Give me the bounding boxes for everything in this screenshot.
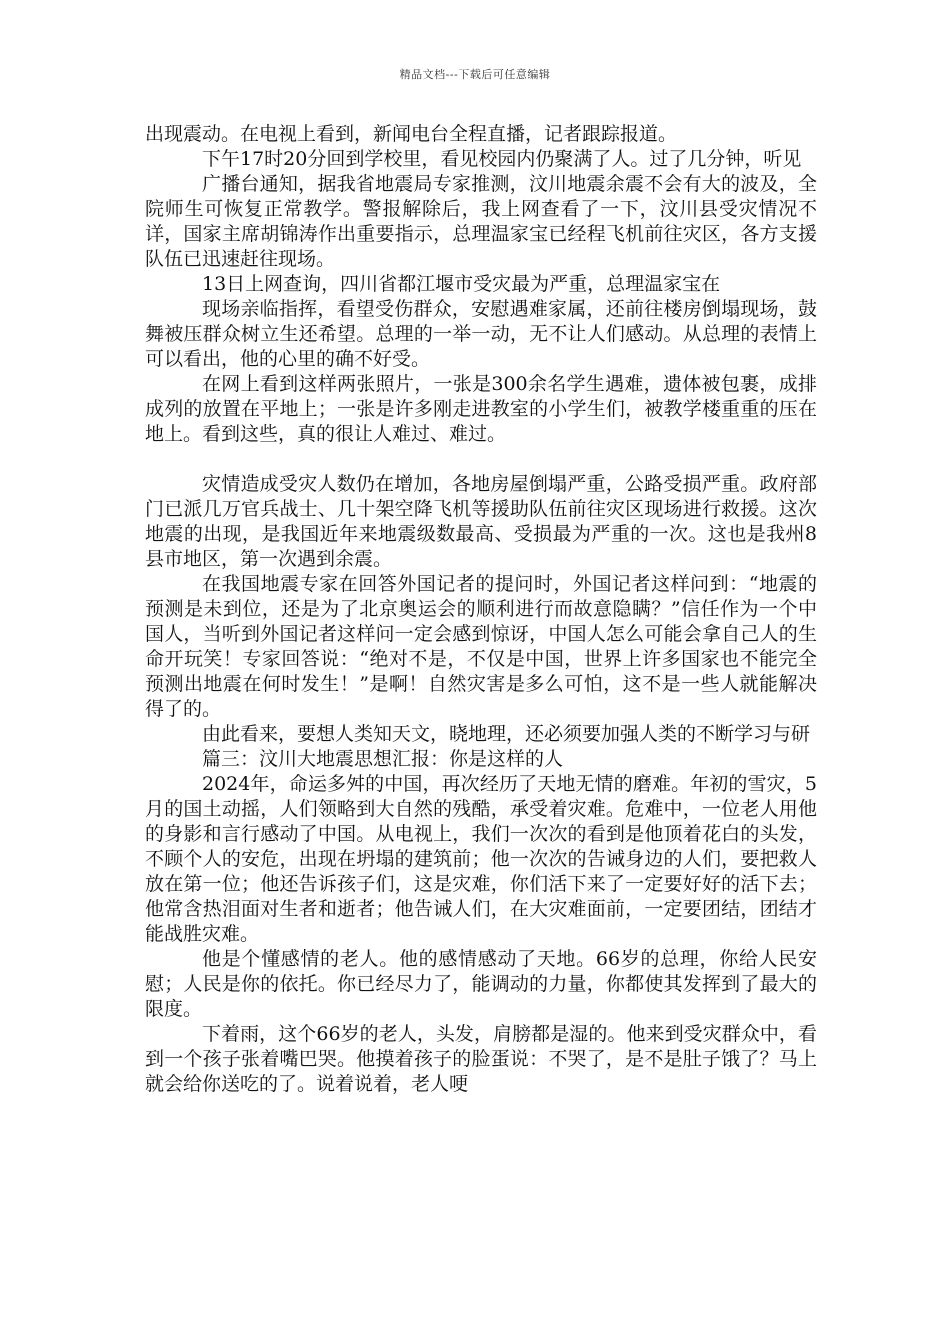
paragraph: 下午17时20分回到学校里，看见校园内仍聚满了人。过了几分钟，听见	[202, 148, 802, 170]
paragraph: 由此看来，要想人类知天文，晓地理，还必须要加强人类的不断学习与研	[202, 723, 811, 745]
paragraph: 广播台通知，据我省地震局专家推测，汶川地震余震不会有大的波及，全院师生可恢复正常教学。警报解除后，我上网查看了一下，汶川县受灾情况不详，国家主席胡锦涛作出重要指示，总理温家宝已经程飞机前往灾区，各方支援队伍已迅速赶往现场。	[145, 173, 817, 270]
paragraph: 2024年，命运多舛的中国，再次经历了天地无情的磨难。年初的雪灾，5月的国土动摇，人们领略到大自然的残酷，承受着灾难。危难中，一位老人用他的身影和言行感动了中国。从电视上，我们一次次的看到是他顶着花白的头发，不顾个人的安危，出现在坍塌的建筑前；他一次次的告诫身边的人们，要把救人放在第一位；他还告诉孩子们，这是灾难，你们活下来了一定要好好的活下去；他常含热泪面对生者和逝者；他告诫人们，在大灾难面前，一定要团结，团结才能战胜灾难。	[145, 773, 817, 945]
paragraph: 出现震动。在电视上看到，新闻电台全程直播，记者跟踪报道。	[145, 123, 678, 145]
section-heading: 篇三：汶川大地震思想汇报：你是这样的人	[202, 748, 564, 770]
document-body	[145, 122, 817, 1097]
paragraph: 现场亲临指挥，看望受伤群众，安慰遇难家属，还前往楼房倒塌现场，鼓舞被压群众树立生还希望。总理的一举一动，无不让人们感动。从总理的表情上可以看出，他的心里的确不好受。	[145, 298, 817, 370]
paragraph: 灾情造成受灾人数仍在增加，各地房屋倒塌严重，公路受损严重。政府部门已派几万官兵战士、几十架空降飞机等援助队伍前往灾区现场进行救援。这次地震的出现，是我国近年来地震级数最高、受损最为严重的一次。这也是我州8县市地区，第一次遇到余震。	[145, 473, 817, 570]
paragraph: 在网上看到这样两张照片，一张是300余名学生遇难，遗体被包裹，成排成列的放置在平地上；一张是许多刚走进教室的小学生们，被教学楼重重的压在地上。看到这些，真的很让人难过、难过。	[145, 373, 817, 445]
paragraph: 他是个懂感情的老人。他的感情感动了天地。66岁的总理，你给人民安慰；人民是你的依托。你已经尽力了，能调动的力量，你都使其发挥到了最大的限度。	[145, 948, 817, 1020]
paragraph: 在我国地震专家在回答外国记者的提问时，外国记者这样问到：“地震的预测是未到位，还是为了北京奥运会的顺利进行而故意隐瞒？”信任作为一个中国人，当听到外国记者这样问一定会感到惊讶，中国人怎么可能会拿自己人的生命开玩笑！专家回答说：“绝对不是，不仅是中国，世界上许多国家也不能完全预测出地震在何时发生！”是啊！自然灾害是多么可怕，这不是一些人就能解决得了的。	[145, 573, 817, 720]
paragraph: 13日上网查询，四川省都江堰市受灾最为严重，总理温家宝在	[202, 273, 721, 295]
paragraph: 下着雨，这个66岁的老人，头发，肩膀都是湿的。他来到受灾群众中，看到一个孩子张着嘴巴哭。他摸着孩子的脸蛋说：不哭了，是不是肚子饿了？马上就会给你送吃的了。说着说着，老人哽	[145, 1023, 817, 1095]
page-header: 精品文档---下载后可任意编辑	[399, 68, 551, 81]
